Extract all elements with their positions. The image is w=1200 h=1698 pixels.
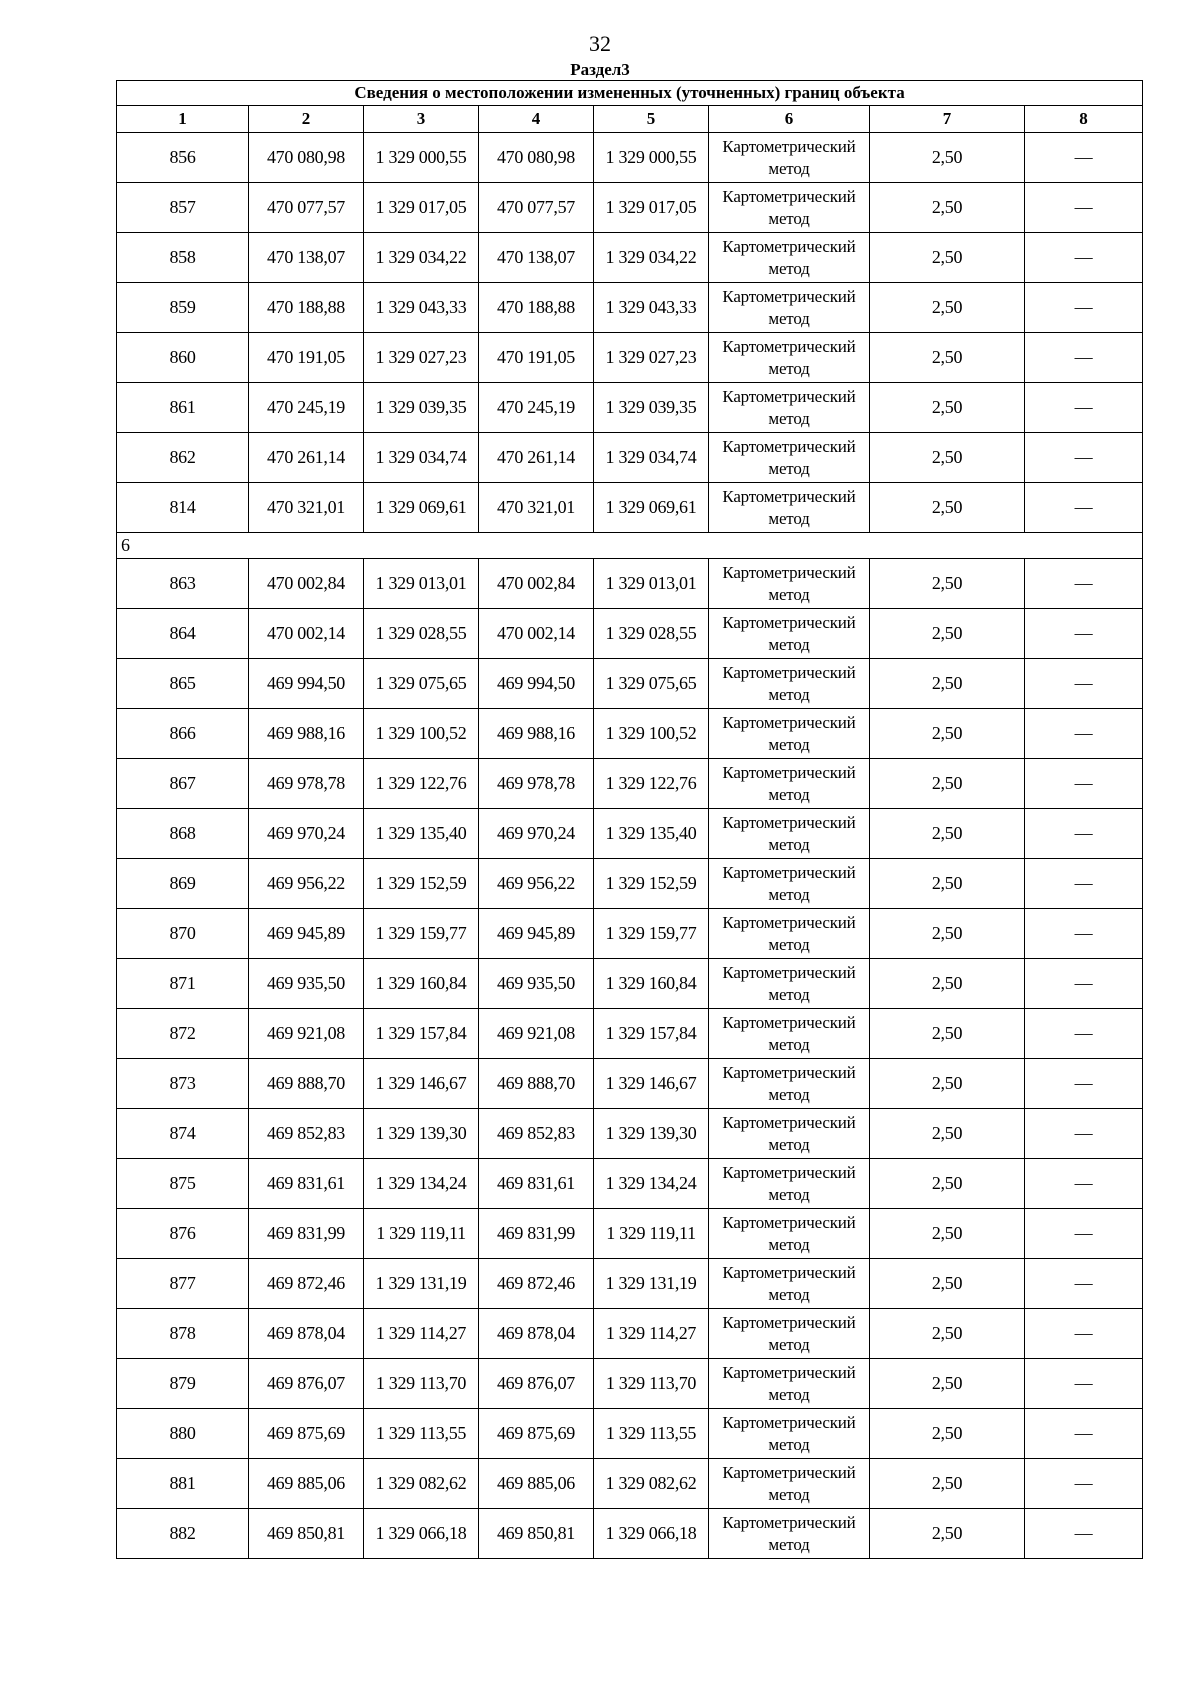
- cell-point-number: 871: [117, 959, 249, 1009]
- cell-point-number: 873: [117, 1059, 249, 1109]
- column-header-1: 1: [117, 106, 249, 133]
- cell-point-number: 859: [117, 283, 249, 333]
- cell-x-existing: 469 878,04: [249, 1309, 364, 1359]
- cell-y-new: 1 329 114,27: [594, 1309, 709, 1359]
- section-title: Раздел3: [570, 60, 630, 79]
- cell-description: —: [1025, 1259, 1143, 1309]
- cell-y-new: 1 329 159,77: [594, 909, 709, 959]
- cell-method: Картометрический метод: [709, 759, 870, 809]
- cell-x-existing: 469 876,07: [249, 1359, 364, 1409]
- cell-x-existing: 469 945,89: [249, 909, 364, 959]
- cell-y-existing: 1 329 100,52: [364, 709, 479, 759]
- table-row: [117, 233, 1143, 283]
- cell-x-existing: 469 831,99: [249, 1209, 364, 1259]
- cell-x-existing: 469 935,50: [249, 959, 364, 1009]
- table-row: [117, 183, 1143, 233]
- cell-y-new: 1 329 069,61: [594, 483, 709, 533]
- cell-y-new: 1 329 139,30: [594, 1109, 709, 1159]
- cell-x-new: 470 002,14: [479, 609, 594, 659]
- cell-y-existing: 1 329 160,84: [364, 959, 479, 1009]
- cell-description: —: [1025, 283, 1143, 333]
- cell-method: Картометрический метод: [709, 133, 870, 183]
- cell-y-new: 1 329 134,24: [594, 1159, 709, 1209]
- table-row: [117, 1009, 1143, 1059]
- cell-x-existing: 470 188,88: [249, 283, 364, 333]
- cell-y-new: 1 329 034,74: [594, 433, 709, 483]
- cell-accuracy: 2,50: [870, 559, 1025, 609]
- cell-y-existing: 1 329 134,24: [364, 1159, 479, 1209]
- table-row: [117, 609, 1143, 659]
- cell-y-existing: 1 329 027,23: [364, 333, 479, 383]
- cell-method: Картометрический метод: [709, 183, 870, 233]
- group-row: [117, 533, 1143, 559]
- cell-point-number: 878: [117, 1309, 249, 1359]
- cell-accuracy: 2,50: [870, 909, 1025, 959]
- cell-y-new: 1 329 013,01: [594, 559, 709, 609]
- cell-description: —: [1025, 1109, 1143, 1159]
- cell-accuracy: 2,50: [870, 183, 1025, 233]
- cell-accuracy: 2,50: [870, 1359, 1025, 1409]
- cell-x-existing: 469 872,46: [249, 1259, 364, 1309]
- cell-accuracy: 2,50: [870, 709, 1025, 759]
- cell-y-existing: 1 329 131,19: [364, 1259, 479, 1309]
- table-row: [117, 283, 1143, 333]
- cell-y-existing: 1 329 119,11: [364, 1209, 479, 1259]
- column-header-row: [117, 106, 1143, 133]
- cell-description: —: [1025, 183, 1143, 233]
- table-row: [117, 383, 1143, 433]
- cell-y-new: 1 329 000,55: [594, 133, 709, 183]
- cell-x-existing: 470 002,84: [249, 559, 364, 609]
- cell-x-existing: 469 888,70: [249, 1059, 364, 1109]
- table-row: [117, 959, 1143, 1009]
- table-row: [117, 1359, 1143, 1409]
- table-row: [117, 1459, 1143, 1509]
- cell-x-existing: 470 002,14: [249, 609, 364, 659]
- cell-description: —: [1025, 1509, 1143, 1559]
- cell-y-existing: 1 329 028,55: [364, 609, 479, 659]
- cell-description: —: [1025, 1159, 1143, 1209]
- cell-x-existing: 469 970,24: [249, 809, 364, 859]
- boundary-coordinates-table: [116, 80, 1143, 1559]
- cell-accuracy: 2,50: [870, 1159, 1025, 1209]
- cell-x-existing: 469 994,50: [249, 659, 364, 709]
- cell-method: Картометрический метод: [709, 559, 870, 609]
- cell-x-existing: 469 850,81: [249, 1509, 364, 1559]
- cell-accuracy: 2,50: [870, 283, 1025, 333]
- cell-accuracy: 2,50: [870, 859, 1025, 909]
- cell-y-new: 1 329 122,76: [594, 759, 709, 809]
- cell-point-number: 862: [117, 433, 249, 483]
- cell-description: —: [1025, 1459, 1143, 1509]
- cell-x-new: 470 080,98: [479, 133, 594, 183]
- cell-y-new: 1 329 113,70: [594, 1359, 709, 1409]
- cell-accuracy: 2,50: [870, 433, 1025, 483]
- cell-y-existing: 1 329 017,05: [364, 183, 479, 233]
- cell-x-new: 470 321,01: [479, 483, 594, 533]
- cell-x-new: 470 191,05: [479, 333, 594, 383]
- cell-description: —: [1025, 859, 1143, 909]
- cell-method: Картометрический метод: [709, 1309, 870, 1359]
- cell-description: —: [1025, 333, 1143, 383]
- cell-y-existing: 1 329 114,27: [364, 1309, 479, 1359]
- cell-x-new: 470 245,19: [479, 383, 594, 433]
- cell-accuracy: 2,50: [870, 1409, 1025, 1459]
- table-row: [117, 1059, 1143, 1109]
- cell-y-new: 1 329 039,35: [594, 383, 709, 433]
- cell-point-number: 877: [117, 1259, 249, 1309]
- cell-x-new: 469 831,99: [479, 1209, 594, 1259]
- cell-y-new: 1 329 082,62: [594, 1459, 709, 1509]
- cell-x-new: 469 978,78: [479, 759, 594, 809]
- column-header-2: 2: [249, 106, 364, 133]
- cell-y-new: 1 329 160,84: [594, 959, 709, 1009]
- cell-y-new: 1 329 017,05: [594, 183, 709, 233]
- cell-x-new: 469 970,24: [479, 809, 594, 859]
- cell-x-existing: 469 956,22: [249, 859, 364, 909]
- cell-method: Картометрический метод: [709, 233, 870, 283]
- cell-method: Картометрический метод: [709, 659, 870, 709]
- cell-x-new: 469 831,61: [479, 1159, 594, 1209]
- table-row: [117, 659, 1143, 709]
- table-row: [117, 433, 1143, 483]
- cell-point-number: 860: [117, 333, 249, 383]
- cell-description: —: [1025, 1209, 1143, 1259]
- cell-accuracy: 2,50: [870, 233, 1025, 283]
- cell-y-existing: 1 329 152,59: [364, 859, 479, 909]
- cell-point-number: 869: [117, 859, 249, 909]
- cell-accuracy: 2,50: [870, 133, 1025, 183]
- cell-point-number: 865: [117, 659, 249, 709]
- cell-description: —: [1025, 759, 1143, 809]
- cell-point-number: 856: [117, 133, 249, 183]
- cell-x-new: 470 188,88: [479, 283, 594, 333]
- table-body: [117, 133, 1143, 1559]
- table-row: [117, 1109, 1143, 1159]
- cell-accuracy: 2,50: [870, 659, 1025, 709]
- cell-y-new: 1 329 131,19: [594, 1259, 709, 1309]
- column-header-3: 3: [364, 106, 479, 133]
- cell-method: Картометрический метод: [709, 1259, 870, 1309]
- cell-y-existing: 1 329 146,67: [364, 1059, 479, 1109]
- table-row: [117, 709, 1143, 759]
- cell-method: Картометрический метод: [709, 1059, 870, 1109]
- cell-x-new: 469 885,06: [479, 1459, 594, 1509]
- cell-method: Картометрический метод: [709, 283, 870, 333]
- cell-x-new: 469 888,70: [479, 1059, 594, 1109]
- cell-y-new: 1 329 135,40: [594, 809, 709, 859]
- cell-y-new: 1 329 075,65: [594, 659, 709, 709]
- cell-x-new: 469 994,50: [479, 659, 594, 709]
- cell-description: —: [1025, 433, 1143, 483]
- cell-method: Картометрический метод: [709, 1209, 870, 1259]
- cell-method: Картометрический метод: [709, 383, 870, 433]
- cell-accuracy: 2,50: [870, 759, 1025, 809]
- cell-y-existing: 1 329 113,70: [364, 1359, 479, 1409]
- cell-y-new: 1 329 027,23: [594, 333, 709, 383]
- cell-description: —: [1025, 133, 1143, 183]
- cell-x-new: 469 852,83: [479, 1109, 594, 1159]
- cell-y-existing: 1 329 159,77: [364, 909, 479, 959]
- cell-method: Картометрический метод: [709, 909, 870, 959]
- cell-y-existing: 1 329 043,33: [364, 283, 479, 333]
- column-header-7: 7: [870, 106, 1025, 133]
- cell-method: Картометрический метод: [709, 1459, 870, 1509]
- group-label: 6: [117, 533, 1143, 559]
- cell-method: Картометрический метод: [709, 483, 870, 533]
- cell-y-existing: 1 329 122,76: [364, 759, 479, 809]
- cell-description: —: [1025, 233, 1143, 283]
- cell-point-number: 861: [117, 383, 249, 433]
- cell-y-existing: 1 329 075,65: [364, 659, 479, 709]
- table-row: [117, 1209, 1143, 1259]
- cell-method: Картометрический метод: [709, 1509, 870, 1559]
- cell-y-new: 1 329 119,11: [594, 1209, 709, 1259]
- cell-description: —: [1025, 909, 1143, 959]
- cell-accuracy: 2,50: [870, 1109, 1025, 1159]
- cell-y-new: 1 329 113,55: [594, 1409, 709, 1459]
- cell-description: —: [1025, 959, 1143, 1009]
- cell-x-existing: 470 138,07: [249, 233, 364, 283]
- cell-y-new: 1 329 152,59: [594, 859, 709, 909]
- table-row: [117, 133, 1143, 183]
- cell-accuracy: 2,50: [870, 609, 1025, 659]
- table-row: [117, 483, 1143, 533]
- cell-accuracy: 2,50: [870, 1259, 1025, 1309]
- cell-accuracy: 2,50: [870, 333, 1025, 383]
- cell-y-new: 1 329 146,67: [594, 1059, 709, 1109]
- cell-description: —: [1025, 1309, 1143, 1359]
- cell-point-number: 863: [117, 559, 249, 609]
- table-row: [117, 1159, 1143, 1209]
- cell-description: —: [1025, 659, 1143, 709]
- column-header-8: 8: [1025, 106, 1143, 133]
- column-header-6: 6: [709, 106, 870, 133]
- cell-y-existing: 1 329 113,55: [364, 1409, 479, 1459]
- table-row: [117, 759, 1143, 809]
- cell-description: —: [1025, 1059, 1143, 1109]
- cell-y-new: 1 329 100,52: [594, 709, 709, 759]
- cell-x-new: 469 921,08: [479, 1009, 594, 1059]
- cell-x-new: 470 261,14: [479, 433, 594, 483]
- table-row: [117, 1309, 1143, 1359]
- cell-x-existing: 470 077,57: [249, 183, 364, 233]
- table-row: [117, 333, 1143, 383]
- cell-point-number: 880: [117, 1409, 249, 1459]
- cell-point-number: 872: [117, 1009, 249, 1059]
- cell-x-new: 470 002,84: [479, 559, 594, 609]
- cell-point-number: 879: [117, 1359, 249, 1409]
- cell-y-existing: 1 329 082,62: [364, 1459, 479, 1509]
- page-number: 32: [589, 31, 611, 56]
- cell-point-number: 876: [117, 1209, 249, 1259]
- cell-accuracy: 2,50: [870, 1509, 1025, 1559]
- cell-y-existing: 1 329 066,18: [364, 1509, 479, 1559]
- cell-accuracy: 2,50: [870, 483, 1025, 533]
- cell-x-new: 469 872,46: [479, 1259, 594, 1309]
- table-caption: Сведения о местоположении измененных (уточненных) границ объекта: [117, 81, 1143, 106]
- cell-accuracy: 2,50: [870, 1459, 1025, 1509]
- cell-method: Картометрический метод: [709, 1109, 870, 1159]
- cell-accuracy: 2,50: [870, 809, 1025, 859]
- cell-accuracy: 2,50: [870, 959, 1025, 1009]
- cell-method: Картометрический метод: [709, 1159, 870, 1209]
- table-row: [117, 1259, 1143, 1309]
- cell-description: —: [1025, 1009, 1143, 1059]
- cell-x-existing: 469 875,69: [249, 1409, 364, 1459]
- cell-x-new: 470 138,07: [479, 233, 594, 283]
- cell-x-new: 469 988,16: [479, 709, 594, 759]
- table-row: [117, 1509, 1143, 1559]
- cell-point-number: 881: [117, 1459, 249, 1509]
- cell-x-new: 469 875,69: [479, 1409, 594, 1459]
- cell-x-existing: 470 191,05: [249, 333, 364, 383]
- cell-method: Картометрический метод: [709, 959, 870, 1009]
- cell-method: Картометрический метод: [709, 609, 870, 659]
- cell-x-existing: 470 245,19: [249, 383, 364, 433]
- cell-y-existing: 1 329 157,84: [364, 1009, 479, 1059]
- cell-accuracy: 2,50: [870, 383, 1025, 433]
- cell-accuracy: 2,50: [870, 1009, 1025, 1059]
- column-header-4: 4: [479, 106, 594, 133]
- cell-y-existing: 1 329 039,35: [364, 383, 479, 433]
- cell-x-existing: 469 978,78: [249, 759, 364, 809]
- cell-method: Картометрический метод: [709, 1359, 870, 1409]
- table-row: [117, 809, 1143, 859]
- cell-x-existing: 469 852,83: [249, 1109, 364, 1159]
- table-row: [117, 859, 1143, 909]
- cell-x-new: 469 945,89: [479, 909, 594, 959]
- cell-y-existing: 1 329 034,22: [364, 233, 479, 283]
- cell-x-existing: 470 261,14: [249, 433, 364, 483]
- cell-description: —: [1025, 483, 1143, 533]
- cell-y-existing: 1 329 139,30: [364, 1109, 479, 1159]
- cell-description: —: [1025, 559, 1143, 609]
- cell-point-number: 814: [117, 483, 249, 533]
- table-row: [117, 559, 1143, 609]
- cell-point-number: 867: [117, 759, 249, 809]
- cell-point-number: 874: [117, 1109, 249, 1159]
- cell-y-new: 1 329 043,33: [594, 283, 709, 333]
- table-row: [117, 1409, 1143, 1459]
- cell-y-new: 1 329 034,22: [594, 233, 709, 283]
- cell-x-new: 469 876,07: [479, 1359, 594, 1409]
- cell-description: —: [1025, 709, 1143, 759]
- cell-description: —: [1025, 609, 1143, 659]
- table-row: [117, 909, 1143, 959]
- cell-point-number: 866: [117, 709, 249, 759]
- cell-description: —: [1025, 809, 1143, 859]
- cell-accuracy: 2,50: [870, 1309, 1025, 1359]
- cell-method: Картометрический метод: [709, 1409, 870, 1459]
- cell-x-existing: 469 988,16: [249, 709, 364, 759]
- cell-accuracy: 2,50: [870, 1209, 1025, 1259]
- cell-x-new: 469 956,22: [479, 859, 594, 909]
- cell-method: Картометрический метод: [709, 709, 870, 759]
- cell-y-existing: 1 329 013,01: [364, 559, 479, 609]
- cell-method: Картометрический метод: [709, 433, 870, 483]
- cell-y-existing: 1 329 069,61: [364, 483, 479, 533]
- cell-point-number: 864: [117, 609, 249, 659]
- cell-x-existing: 470 080,98: [249, 133, 364, 183]
- cell-y-new: 1 329 157,84: [594, 1009, 709, 1059]
- cell-x-existing: 470 321,01: [249, 483, 364, 533]
- cell-point-number: 875: [117, 1159, 249, 1209]
- cell-x-existing: 469 885,06: [249, 1459, 364, 1509]
- cell-method: Картометрический метод: [709, 1009, 870, 1059]
- cell-y-new: 1 329 066,18: [594, 1509, 709, 1559]
- cell-method: Картометрический метод: [709, 333, 870, 383]
- cell-x-new: 469 878,04: [479, 1309, 594, 1359]
- column-header-5: 5: [594, 106, 709, 133]
- cell-description: —: [1025, 383, 1143, 433]
- cell-accuracy: 2,50: [870, 1059, 1025, 1109]
- cell-y-existing: 1 329 000,55: [364, 133, 479, 183]
- cell-description: —: [1025, 1409, 1143, 1459]
- cell-description: —: [1025, 1359, 1143, 1409]
- cell-x-new: 470 077,57: [479, 183, 594, 233]
- cell-point-number: 858: [117, 233, 249, 283]
- cell-y-new: 1 329 028,55: [594, 609, 709, 659]
- cell-y-existing: 1 329 034,74: [364, 433, 479, 483]
- cell-point-number: 868: [117, 809, 249, 859]
- cell-method: Картометрический метод: [709, 809, 870, 859]
- cell-x-new: 469 850,81: [479, 1509, 594, 1559]
- cell-point-number: 882: [117, 1509, 249, 1559]
- cell-x-existing: 469 831,61: [249, 1159, 364, 1209]
- cell-x-existing: 469 921,08: [249, 1009, 364, 1059]
- cell-y-existing: 1 329 135,40: [364, 809, 479, 859]
- cell-method: Картометрический метод: [709, 859, 870, 909]
- cell-point-number: 857: [117, 183, 249, 233]
- cell-x-new: 469 935,50: [479, 959, 594, 1009]
- cell-point-number: 870: [117, 909, 249, 959]
